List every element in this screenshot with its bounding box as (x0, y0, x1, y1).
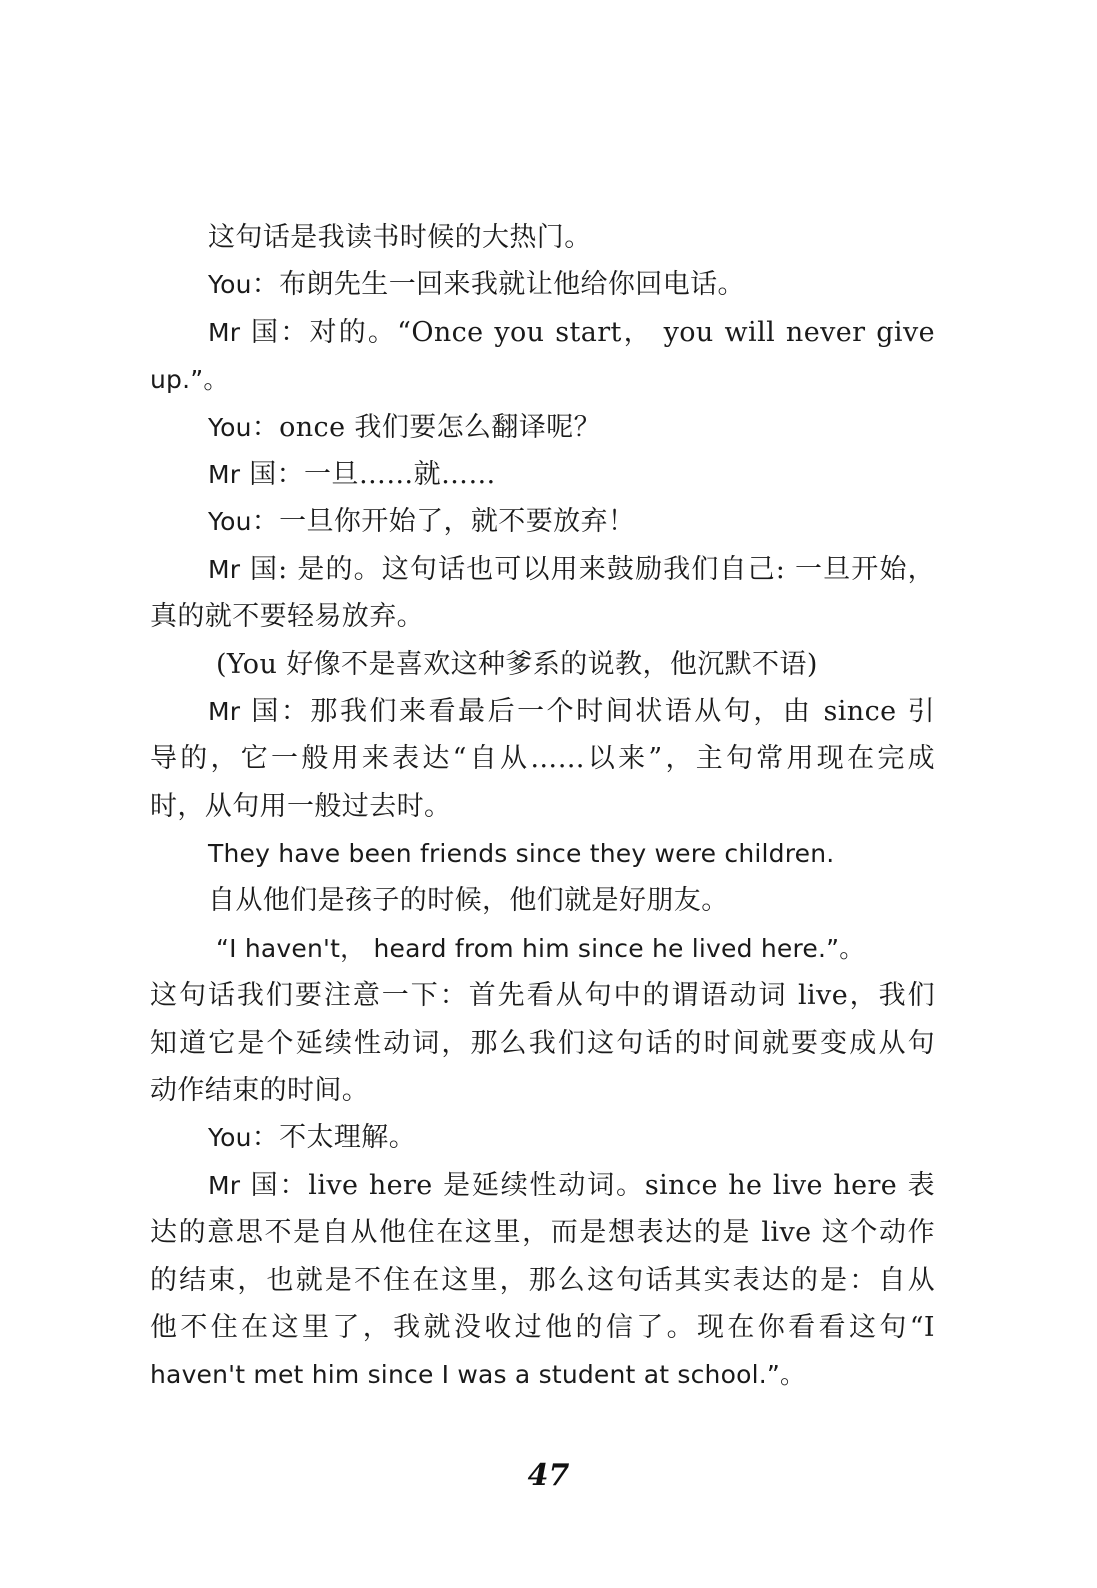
example-sentence-cn: 自从他们是孩子的时候，他们就是好朋友。 (208, 885, 729, 917)
dialogue-line: You：布朗先生一回来我就让他给你回电话。 (208, 269, 745, 301)
text-line: 知道它是个延续性动词，那么我们这句话的时间就要变成从句 (150, 1027, 935, 1059)
dialogue-line: Mr 国：一旦……就…… (208, 458, 496, 490)
example-sentence-en: “I haven't， heard from him since he lived here.”。 (216, 933, 865, 963)
text-line: 这句话我们要注意一下：首先看从句中的谓语动词 live，我们 (150, 980, 935, 1012)
page-number: 47 (527, 1458, 570, 1493)
dialogue-line: You：一旦你开始了，就不要放弃！ (208, 506, 636, 538)
dialogue-line: You：once 我们要怎么翻译呢？ (208, 411, 602, 443)
speaker-label: Mr (208, 317, 241, 347)
text-line: 他不住在这里了，我就没收过他的信了。现在你看看这句“I (150, 1311, 935, 1343)
speaker-label: You (208, 412, 252, 442)
dialogue-line: Mr 国: 是的。这句话也可以用来鼓励我们自己: 一旦开始， (208, 553, 935, 585)
speaker-label: Mr (208, 459, 241, 489)
dialogue-line: Mr 国：对的。“Once you start， you will never give (208, 316, 935, 348)
speaker-label: Mr (208, 696, 241, 726)
dialogue-line: Mr 国：live here 是延续性动词。since he live here 表 (208, 1169, 935, 1201)
page-body (150, 214, 935, 1399)
narration-line: (You 好像不是喜欢这种爹系的说教，他沉默不语) (216, 648, 818, 680)
dialogue-line: You：不太理解。 (208, 1122, 417, 1154)
text-line: 的结束，也就是不住在这里，那么这句话其实表达的是：自从 (150, 1264, 935, 1296)
example-sentence-en: They have been friends since they were children. (208, 839, 835, 869)
speaker-label: You (208, 270, 252, 300)
text-line: 真的就不要轻易放弃。 (150, 601, 424, 633)
text-line: 导的，它一般用来表达“自从……以来”，主句常用现在完成 (150, 743, 935, 775)
dialogue-line: Mr 国：那我们来看最后一个时间状语从句，由 since 引 (208, 695, 935, 727)
speaker-label: Mr (208, 1170, 241, 1200)
text-line: 动作结束的时间。 (150, 1075, 370, 1107)
speaker-label: Mr (208, 554, 241, 584)
text-line: 时，从句用一般过去时。 (150, 790, 452, 822)
text-line: up.”。 (150, 365, 229, 395)
example-sentence-en: haven't met him since I was a student at school.”。 (150, 1360, 806, 1390)
text-line: 达的意思不是自从他住在这里，而是想表达的是 live 这个动作 (150, 1217, 935, 1249)
speaker-label: You (208, 1123, 252, 1153)
speaker-label: You (208, 507, 252, 537)
text-line: 这句话是我读书时候的大热门。 (208, 222, 592, 253)
